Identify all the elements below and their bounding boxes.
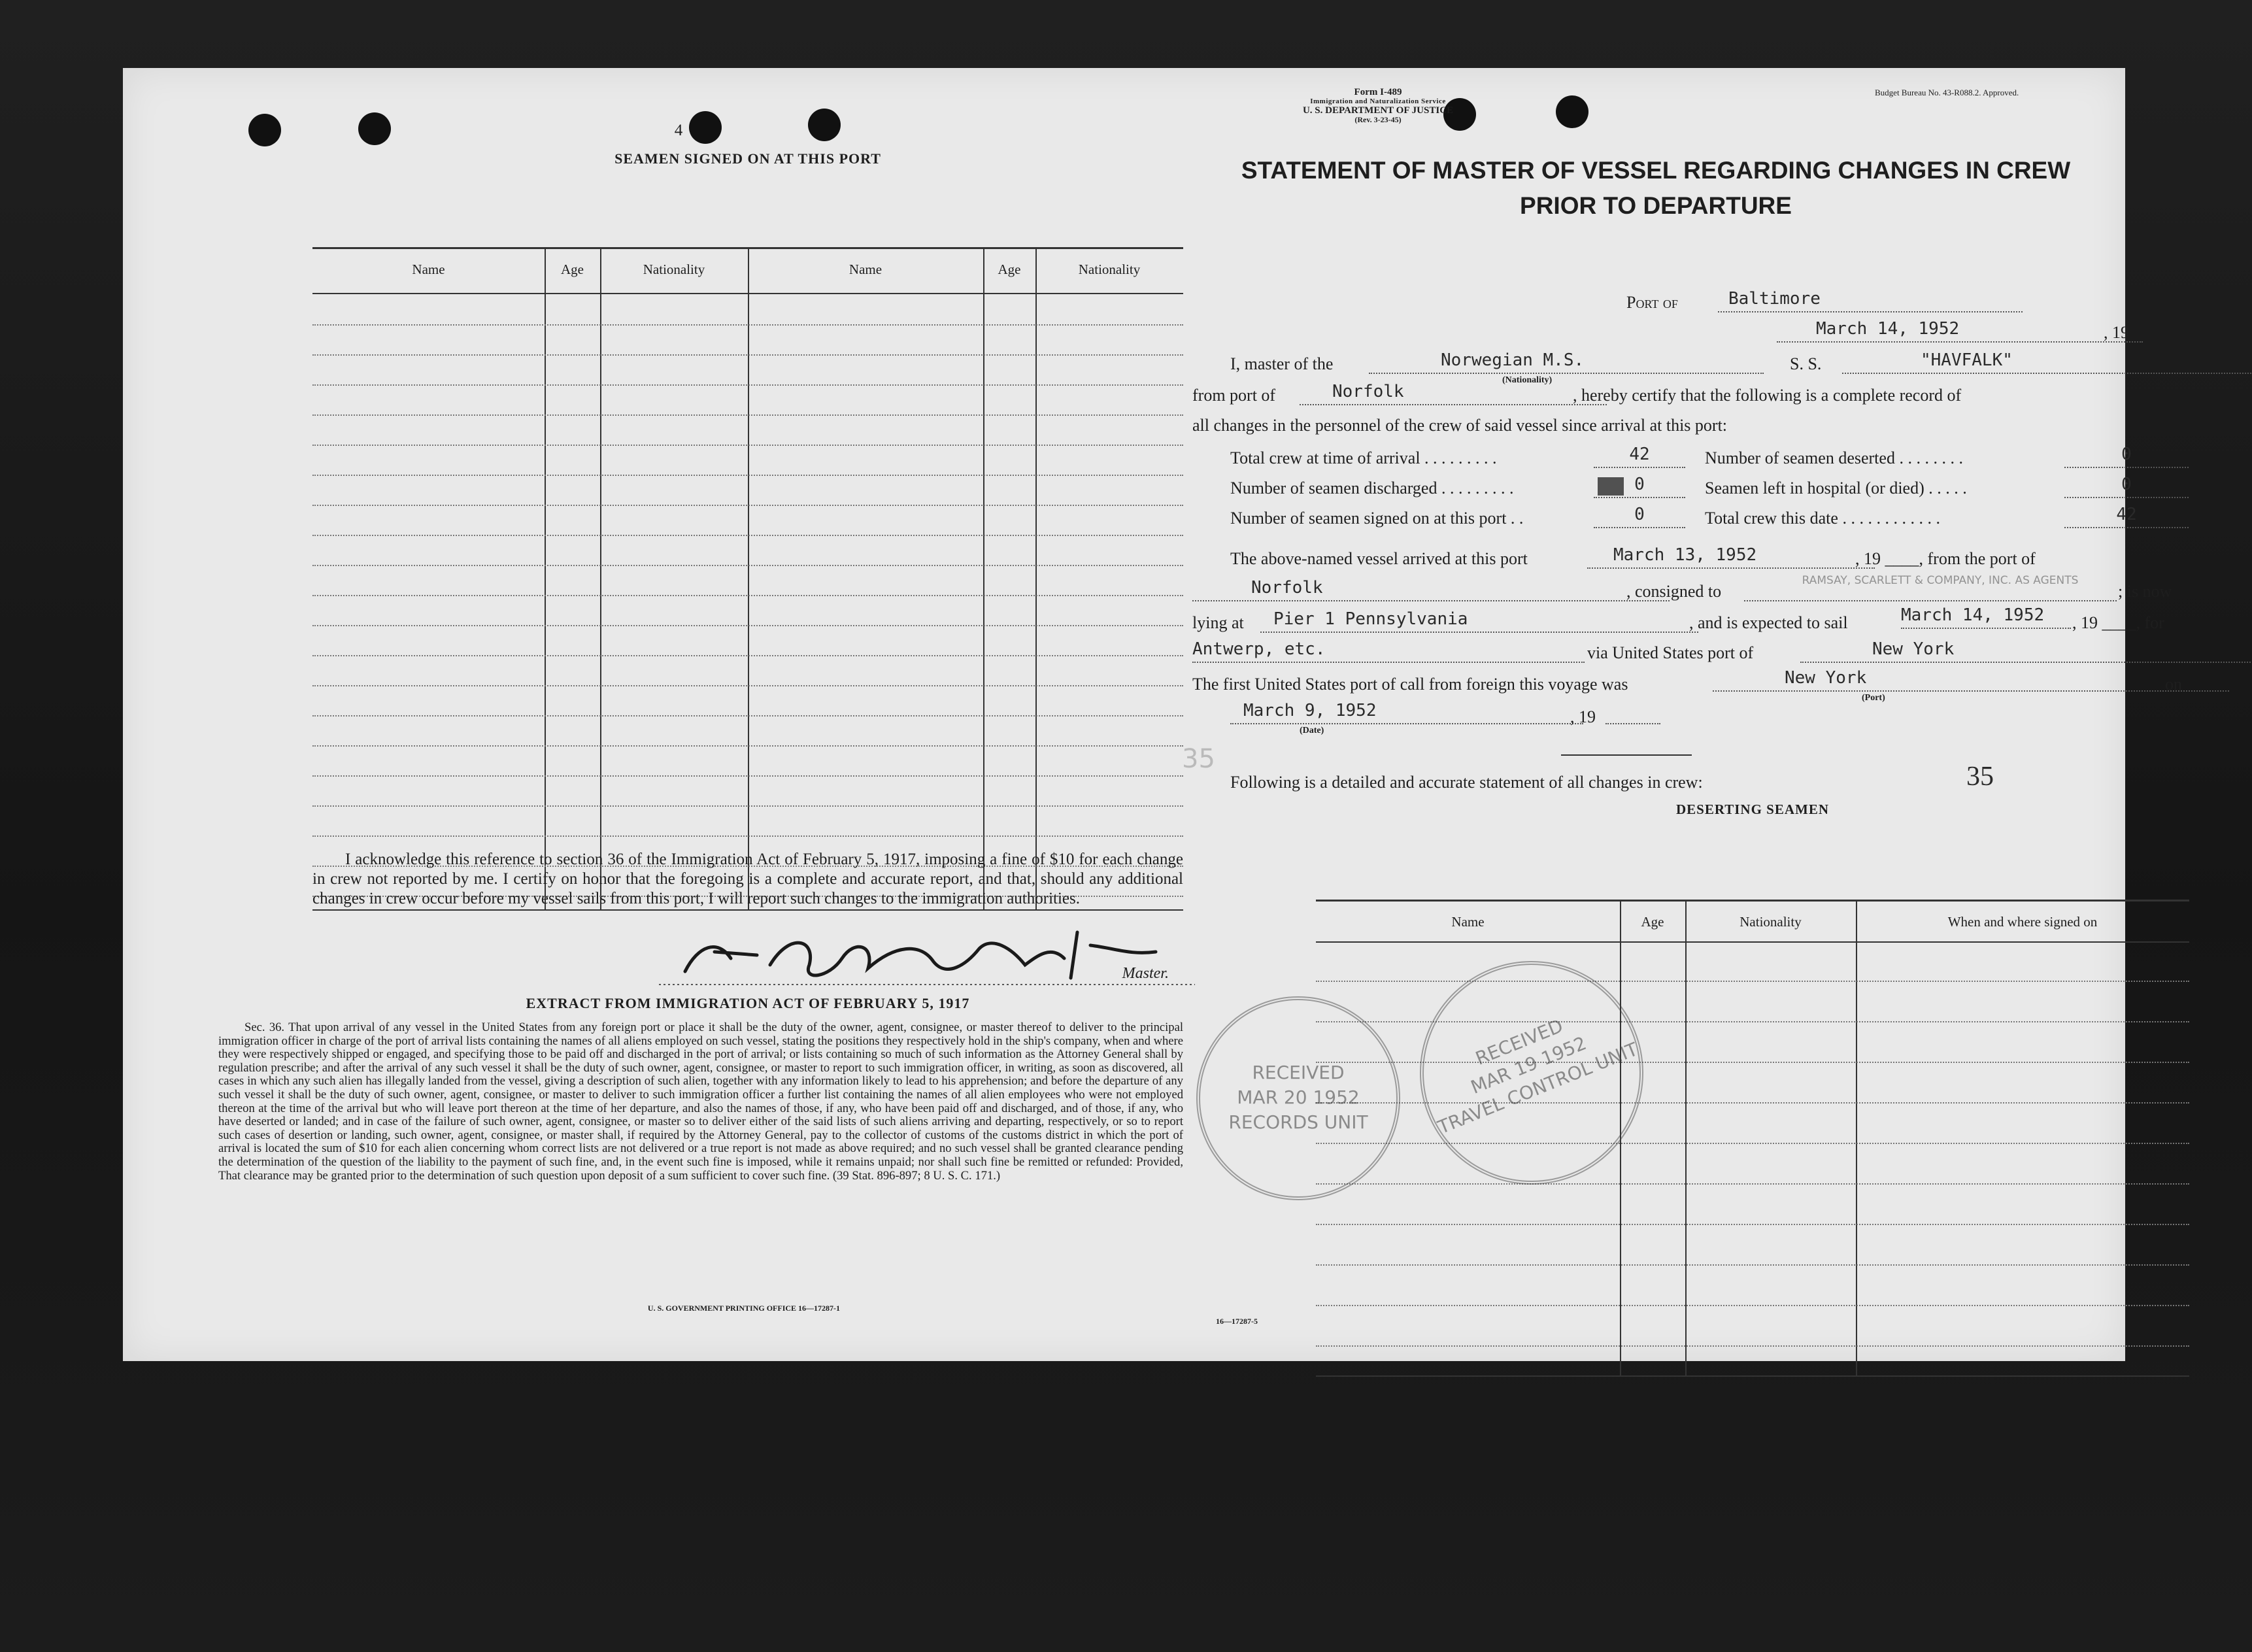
total-crew-arrival-field: 42 bbox=[1594, 445, 1685, 468]
first-port-date-field: March 9, 1952 bbox=[1230, 701, 1583, 724]
column-header: Name bbox=[1451, 914, 1485, 930]
port-field: Baltimore bbox=[1718, 289, 2023, 312]
lying-at-field: Pier 1 Pennsylvania bbox=[1260, 609, 1698, 633]
deserting-title: DESERTING SEAMEN bbox=[1675, 801, 1830, 817]
form-number: Form I-489 bbox=[1354, 87, 1402, 97]
port-caption: (Port) bbox=[1862, 693, 1885, 703]
seamen-deserted-field: 0 bbox=[2064, 445, 2189, 468]
count-label: Seamen left in hospital (or died) . . . . . bbox=[1705, 479, 1967, 497]
vessel-name-field: "HAVFALK" bbox=[1842, 350, 2252, 374]
lying-at-label: lying at bbox=[1192, 613, 1244, 632]
punch-hole bbox=[248, 114, 281, 146]
column-header: Nationality bbox=[643, 261, 705, 277]
via-port-field: New York bbox=[1800, 639, 2252, 663]
expected-label: , and is expected to sail bbox=[1689, 613, 1848, 632]
department-line: U. S. DEPARTMENT OF JUSTICE bbox=[1302, 105, 1454, 116]
consigned-label: , consigned to bbox=[1626, 582, 1722, 601]
column-header: Age bbox=[1641, 914, 1664, 930]
separator-rule bbox=[1561, 754, 1692, 756]
form-title bbox=[1182, 153, 2130, 224]
certify-text: , hereby certify that the following is a complete record of bbox=[1573, 386, 1962, 405]
destination-field: Antwerp, etc. bbox=[1192, 639, 1585, 663]
agency-line: Immigration and Naturalization Service bbox=[1310, 97, 1446, 105]
master-label: Master. bbox=[1122, 965, 1169, 982]
stamp-text: RECEIVED MAR 20 1952 RECORDS UNIT bbox=[1228, 1062, 1368, 1133]
following-text: Following is a detailed and accurate statement of all changes in crew: bbox=[1230, 773, 1703, 792]
arrival-date-field: March 13, 1952 bbox=[1587, 545, 1875, 569]
consignee-stamp: RAMSAY, SCARLETT & COMPANY, INC. AS AGENTS bbox=[1802, 574, 2079, 587]
sail-date-field: March 14, 1952 bbox=[1901, 605, 2071, 629]
column-header: Nationality bbox=[1078, 261, 1141, 277]
on-label: on bbox=[2165, 675, 2182, 694]
arrived-from-field: Norfolk bbox=[1192, 578, 1670, 601]
revision-date: (Rev. 3-23-45) bbox=[1354, 115, 1402, 124]
seamen-hospital-field: 0 bbox=[2064, 475, 2189, 498]
extract-title: EXTRACT FROM IMMIGRATION ACT OF FEBRUARY 5, 1917 bbox=[526, 995, 970, 1011]
from-the-port-label: , 19 ____, from the port of bbox=[1855, 549, 2036, 568]
for-label: , 19 ____, for bbox=[2072, 613, 2164, 632]
statement-date-field: March 14, 1952 bbox=[1777, 319, 2143, 343]
stamp-text: RECEIVED MAR 19 1952 TRAVEL CONTROL UNIT bbox=[1434, 1015, 1641, 1139]
faint-number: 35 bbox=[1182, 744, 1215, 774]
document-spread bbox=[123, 68, 2182, 1361]
column-header: Name bbox=[849, 261, 882, 277]
from-port-label: from port of bbox=[1192, 386, 1276, 405]
nationality-caption: (Nationality) bbox=[1502, 375, 1553, 385]
changes-text: all changes in the personnel of the crew of said vessel since arrival at this port: bbox=[1192, 416, 1728, 435]
count-label: Number of seamen discharged . . . . . . . . . bbox=[1230, 479, 1514, 497]
left-printer-line: U. S. GOVERNMENT PRINTING OFFICE 16—17287-1 bbox=[647, 1304, 841, 1313]
form-title-line-2: PRIOR TO DEPARTURE bbox=[1520, 192, 1792, 219]
date-year-suffix: , 19 bbox=[1570, 707, 1596, 726]
column-header: When and where signed on bbox=[1947, 914, 2098, 930]
seamen-signed-on-field: 0 bbox=[1594, 505, 1685, 528]
right-printer-line: 16—17287-5 bbox=[1216, 1317, 1258, 1326]
column-header: Age bbox=[561, 261, 584, 277]
count-label: Total crew at time of arrival . . . . . . . . . bbox=[1230, 448, 1497, 467]
acknowledgement-text: I acknowledge this reference to section 36 of the Immigration Act of February 5, 1917, imposing a fine of $10 for each change in crew not reported by me. I certify on honor that the foregoing is a complete and accurate report, and that, should any additional changes in crew occur before my vessel sails from this port, I will report such changes to the immigration authorities. bbox=[312, 851, 1183, 907]
via-label: via United States port of bbox=[1587, 643, 1754, 662]
master-of-label: I, master of the bbox=[1230, 354, 1334, 373]
count-label: Total crew this date . . . . . . . . . . . . bbox=[1705, 509, 1940, 528]
handwritten-number: 35 bbox=[1966, 762, 1994, 792]
arrived-label: The above-named vessel arrived at this port bbox=[1230, 549, 1528, 568]
seamen-discharged-field: 0 bbox=[1594, 475, 1685, 498]
received-stamp-records bbox=[1196, 996, 1400, 1200]
form-header bbox=[1182, 88, 1574, 124]
page-number: 4 bbox=[674, 122, 683, 139]
nationality-field: Norwegian M.S. bbox=[1369, 350, 1764, 374]
budget-bureau-note: Budget Bureau No. 43-R088.2. Approved. bbox=[1875, 88, 2019, 97]
total-crew-date-field: 42 bbox=[2064, 505, 2189, 528]
signed-on-table bbox=[312, 247, 1183, 911]
count-label: Number of seamen deserted . . . . . . . . bbox=[1705, 448, 1963, 467]
first-port-label: The first United States port of call from foreign this voyage was bbox=[1192, 675, 1628, 694]
column-header: Nationality bbox=[1739, 914, 1802, 930]
punch-hole bbox=[808, 109, 841, 141]
port-label: Port of bbox=[1626, 293, 1678, 312]
punch-hole bbox=[358, 112, 391, 145]
date-caption: (Date) bbox=[1300, 726, 1324, 735]
extract-text: Sec. 36. That upon arrival of any vessel in the United States from any foreign port or place it shall be the duty of the owner, agent, consignee, or master thereof to deliver to the principal immigration officer in charge of the port of arrival lists containing the names of all aliens employed on such vessel, stating the positions they respectively hold in the ship's company, when and where they were respectively shipped or engaged, and specifying those to be paid off and discharged in the port of arrival; or lists containing so much of such information as the Attorney General shall by regulation prescribe; and after the arrival of any such vessel it shall be the duty of such owner, agent, consignee, or master to report to such immigration officer, in writing, as soon as discovered, all cases in which any such alien has illegally landed from the vessel, giving a description of such alien, together with any information likely to lead to his apprehension; and before the departure of any such vessel it shall be the duty of such owner, agent, consignee, or master to deliver to such immigration officer a further list containing the names of all alien employees who were not employed thereon at the time of the arrival but who will leave port thereon at the time of her departure, and also the names of those, if any, who have been paid off and discharged, and of those, if any, who have deserted or landed; and in case of the failure of such owner, agent, consignee, or master so to deliver either of the said lists of such aliens arriving and departing, respectively, or so to report such cases of desertion or landing, such owner, agent, consignee, or master shall, if required by the Attorney General, pay to the collector of customs of the customs district in which the port of arrival is located the sum of $10 for each alien concerning whom correct lists are not delivered or a true report is not made as above required; and no such vessel shall be granted clearance pending the determination of the question of the liability to the payment of such fine, and, in the event such fine is imposed, while it remains unpaid; nor shall such fine be remitted or refunded: Provided, That clearance may be granted prior to the determination of such question upon deposit of a sum sufficient to cover such fine. (39 Stat. 896-897; 8 U. S. C. 171.) bbox=[218, 1020, 1183, 1183]
form-title-line-1: STATEMENT OF MASTER OF VESSEL REGARDING CHANGES IN CREW bbox=[1241, 157, 2071, 184]
first-port-field: New York bbox=[1713, 668, 2229, 692]
is-now-label: ; is now bbox=[2118, 582, 2172, 601]
struck-out-value bbox=[1598, 477, 1624, 496]
column-header: Age bbox=[998, 261, 1021, 277]
signed-on-title: SEAMEN SIGNED ON AT THIS PORT bbox=[614, 150, 881, 167]
count-label: Number of seamen signed on at this port . . bbox=[1230, 509, 1524, 528]
date-year-field bbox=[1605, 706, 1660, 724]
column-header: Name bbox=[412, 261, 445, 277]
year-suffix: , 19 bbox=[2104, 323, 2129, 342]
from-port-field: Norfolk bbox=[1300, 382, 1607, 405]
ss-label: S. S. bbox=[1790, 354, 1822, 373]
